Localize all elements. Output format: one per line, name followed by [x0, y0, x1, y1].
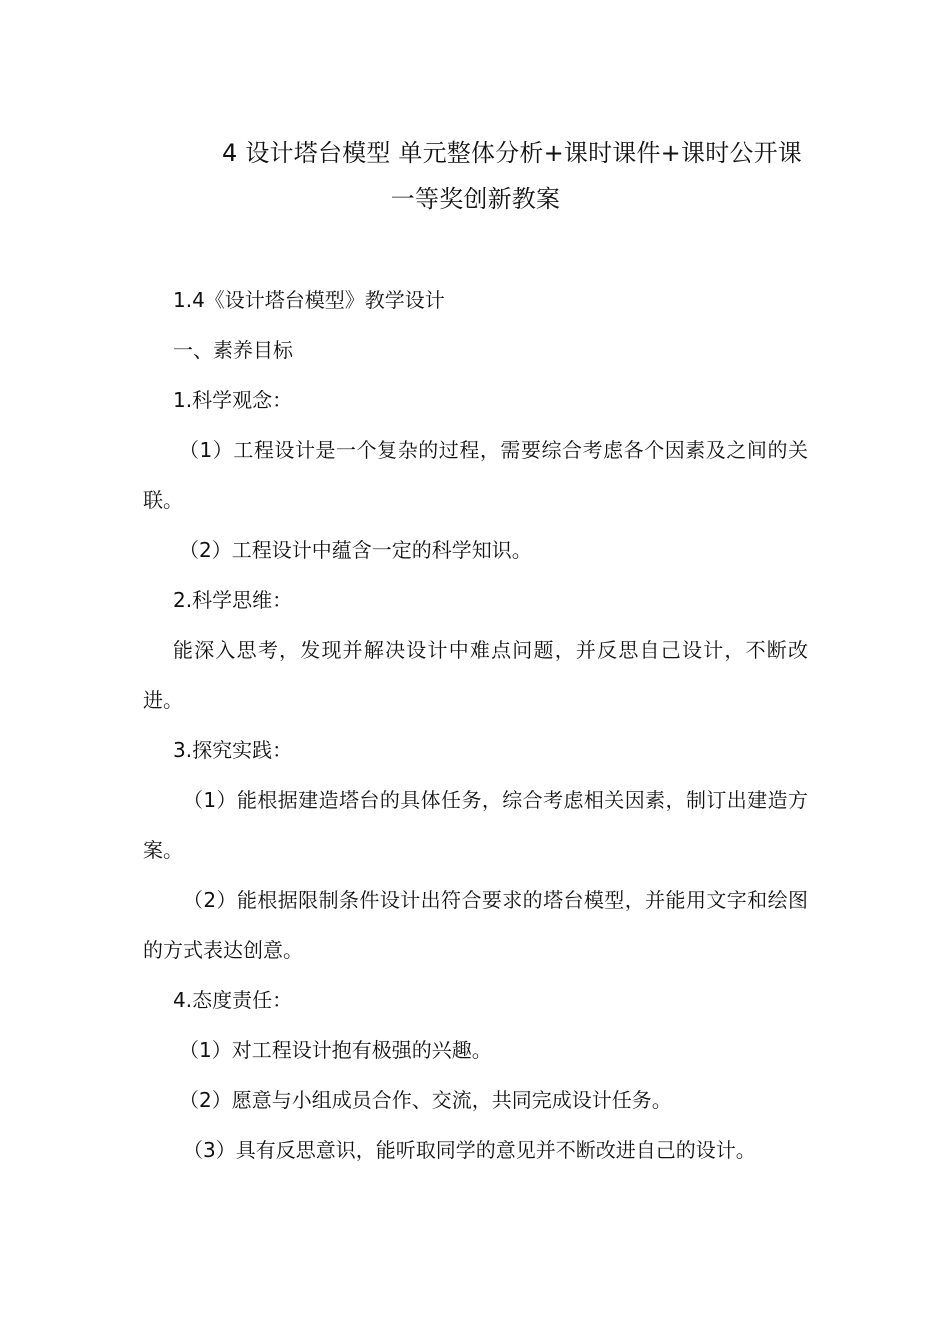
subheading-attitude-responsibility: 4.态度责任： — [173, 988, 293, 1012]
paragraph-attitude-item-3: （3）具有反思意识，能听取同学的意见并不断改进自己的设计。 — [183, 1138, 756, 1162]
subheading-scientific-concepts: 1.科学观念： — [173, 388, 293, 412]
paragraph-attitude-item-2: （2）愿意与小组成员合作、交流，共同完成设计任务。 — [179, 1088, 672, 1112]
title-line-2: 一等奖创新教案 — [390, 185, 561, 213]
paragraph-thinking: 能深入思考，发现并解决设计中难点问题，并反思自己设计，不断改进。 — [143, 638, 808, 712]
paragraph-practice-item-1: （1）能根据建造塔台的具体任务，综合考虑相关因素，制订出建造方案。 — [143, 788, 808, 862]
subheading-inquiry-practice: 3.探究实践： — [173, 738, 293, 762]
document-title — [143, 130, 808, 222]
paragraph-practice-item-2: （2）能根据限制条件设计出符合要求的塔台模型，并能用文字和绘图的方式表达创意。 — [143, 888, 808, 962]
document-body — [143, 275, 808, 1175]
subheading-scientific-thinking: 2.科学思维： — [173, 588, 293, 612]
paragraph-concepts-item-1: （1）工程设计是一个复杂的过程，需要综合考虑各个因素及之间的关联。 — [143, 438, 808, 512]
title-line-1: 4 设计塔台模型 单元整体分析+课时课件+课时公开课 — [222, 139, 802, 167]
section-heading-literacy-goals: 一、素养目标 — [173, 338, 293, 362]
paragraph-concepts-item-2: （2）工程设计中蕴含一定的科学知识。 — [179, 538, 532, 562]
paragraph-attitude-item-1: （1）对工程设计抱有极强的兴趣。 — [179, 1038, 492, 1062]
lesson-heading: 1.4《设计塔台模型》教学设计 — [173, 288, 445, 312]
